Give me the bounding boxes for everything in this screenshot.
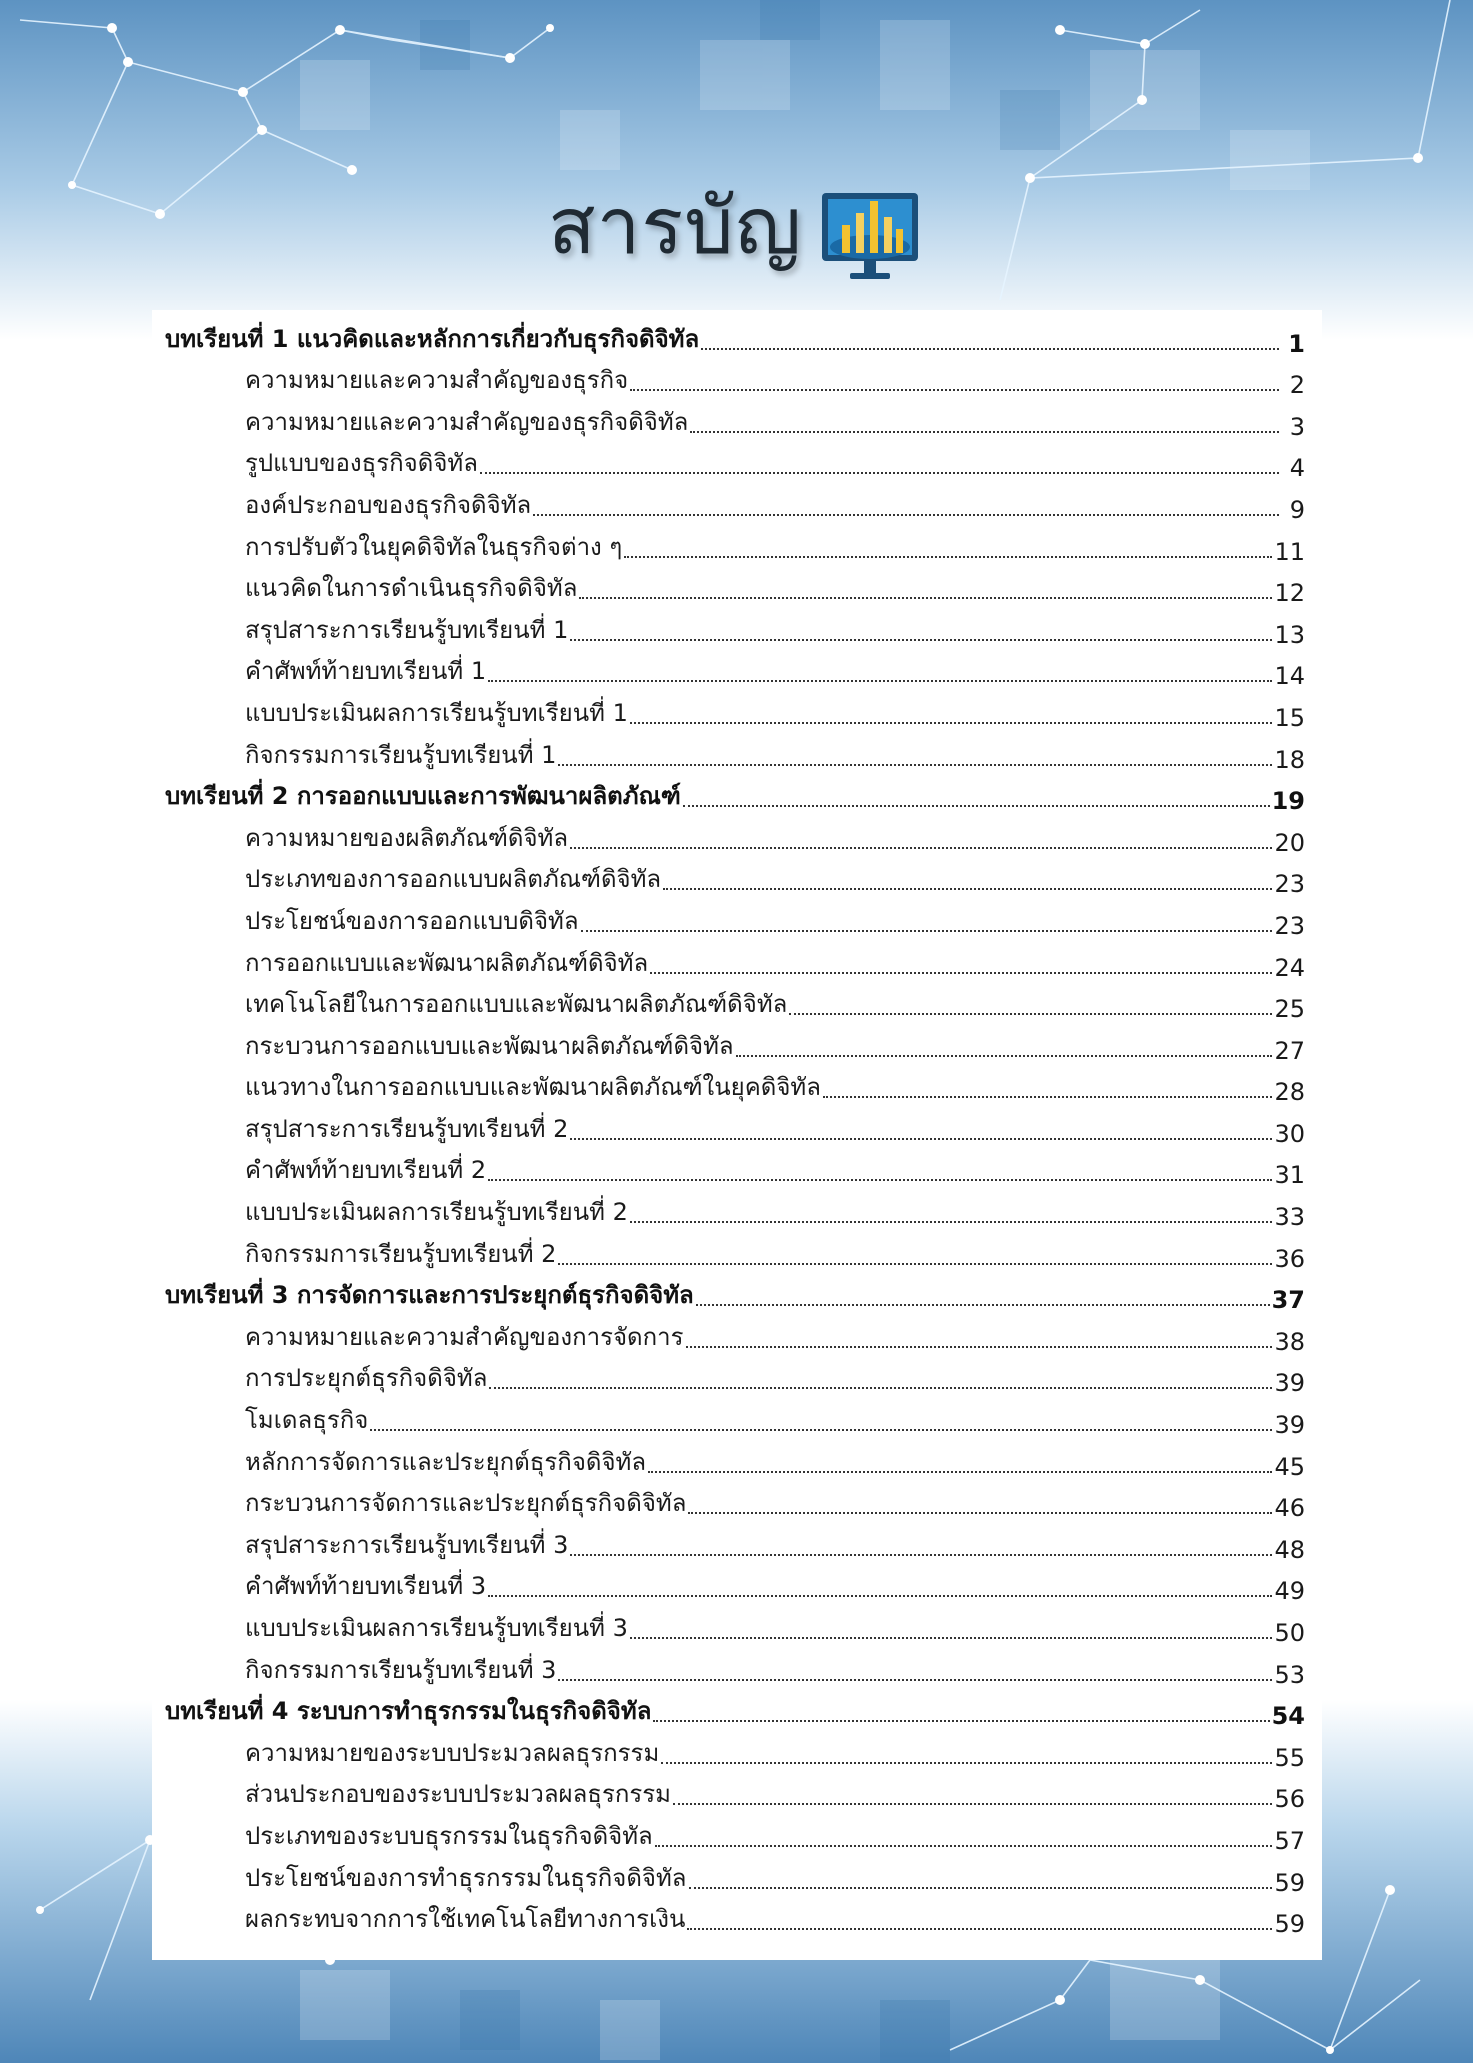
toc-page-number: 3 xyxy=(1289,412,1305,441)
toc-leader-dots xyxy=(648,1470,1272,1473)
toc-item-row[interactable] xyxy=(165,1813,1305,1855)
toc-item-row[interactable] xyxy=(165,1647,1305,1689)
toc-item-row[interactable] xyxy=(165,358,1305,400)
toc-page-number: 59 xyxy=(1274,1868,1305,1897)
toc-item-label: การประยุกต์ธุรกิจดิจิทัล xyxy=(245,1364,488,1393)
toc-leader-dots xyxy=(690,430,1279,433)
toc-item-label: ประโยชน์ของการทำธุรกรรมในธุรกิจดิจิทัล xyxy=(245,1863,687,1892)
toc-leader-dots xyxy=(630,388,1279,391)
toc-leader-dots xyxy=(624,555,1272,558)
toc-leader-dots xyxy=(736,1054,1273,1057)
toc-item-label: คำศัพท์ท้ายบทเรียนที่ 3 xyxy=(245,1572,487,1601)
toc-leader-dots xyxy=(570,846,1272,849)
toc-item-label: กิจกรรมการเรียนรู้บทเรียนที่ 1 xyxy=(245,740,557,769)
toc-item-row[interactable] xyxy=(165,1772,1305,1814)
toc-page-number: 56 xyxy=(1274,1785,1305,1814)
toc-leader-dots xyxy=(480,471,1279,474)
toc-leader-dots xyxy=(558,763,1272,766)
toc-leader-dots xyxy=(661,1761,1272,1764)
page-title: สารบัญ xyxy=(548,182,803,272)
toc-page-number: 11 xyxy=(1274,537,1305,566)
toc-page-number: 33 xyxy=(1274,1203,1305,1232)
toc-page-number: 12 xyxy=(1274,579,1305,608)
toc-item-label: เทคโนโลยีในการออกแบบและพัฒนาผลิตภัณฑ์ดิจิทัล xyxy=(245,990,788,1019)
toc-leader-dots xyxy=(686,1345,1273,1348)
toc-item-label: แนวคิดในการดำเนินธุรกิจดิจิทัล xyxy=(245,574,578,603)
toc-item-row[interactable] xyxy=(165,441,1305,483)
toc-item-row[interactable] xyxy=(165,1065,1305,1107)
toc-page-number: 38 xyxy=(1274,1327,1305,1356)
toc-item-row[interactable] xyxy=(165,690,1305,732)
toc-page-number: 1 xyxy=(1288,329,1305,358)
toc-page-number: 39 xyxy=(1274,1369,1305,1398)
toc-page-number: 49 xyxy=(1274,1577,1305,1606)
toc-leader-dots xyxy=(630,1636,1273,1639)
toc-leader-dots xyxy=(689,1886,1273,1889)
toc-item-label: ประโยชน์ของการออกแบบดิจิทัล xyxy=(245,906,579,935)
toc-chapter-label: บทเรียนที่ 4 ระบบการทำธุรกรรมในธุรกิจดิจิทัล xyxy=(165,1697,652,1726)
toc-leader-dots xyxy=(579,596,1272,599)
toc-leader-dots xyxy=(581,929,1273,932)
toc-item-row[interactable] xyxy=(165,607,1305,649)
toc-item-row[interactable] xyxy=(165,732,1305,774)
toc-item-row[interactable] xyxy=(165,857,1305,899)
toc-item-row[interactable] xyxy=(165,524,1305,566)
toc-chapter-label: บทเรียนที่ 1 แนวคิดและหลักการเกี่ยวกับธุรกิจดิจิทัล xyxy=(165,324,700,353)
monitor-chart-icon xyxy=(818,187,922,283)
toc-page-number: 23 xyxy=(1274,870,1305,899)
toc-item-label: กิจกรรมการเรียนรู้บทเรียนที่ 3 xyxy=(245,1655,557,1684)
toc-item-label: สรุปสาระการเรียนรู้บทเรียนที่ 1 xyxy=(245,615,569,644)
toc-page-number: 31 xyxy=(1274,1161,1305,1190)
toc-item-row[interactable] xyxy=(165,1605,1305,1647)
toc-item-row[interactable] xyxy=(165,1106,1305,1148)
toc-item-row[interactable] xyxy=(165,1897,1305,1939)
toc-page-number: 14 xyxy=(1274,662,1305,691)
toc-page-number: 53 xyxy=(1274,1660,1305,1689)
toc-leader-dots xyxy=(630,1220,1273,1223)
toc-item-label: ผลกระทบจากการใช้เทคโนโลยีทางการเงิน xyxy=(245,1905,686,1934)
toc-item-row[interactable] xyxy=(165,1522,1305,1564)
toc-item-row[interactable] xyxy=(165,482,1305,524)
toc-leader-dots xyxy=(789,1012,1272,1015)
toc-page-number: 36 xyxy=(1274,1244,1305,1273)
toc-item-row[interactable] xyxy=(165,1314,1305,1356)
toc-item-label: ประเภทของการออกแบบผลิตภัณฑ์ดิจิทัล xyxy=(245,865,662,894)
toc-item-label: ความหมายของผลิตภัณฑ์ดิจิทัล xyxy=(245,823,569,852)
toc-page-number: 45 xyxy=(1274,1452,1305,1481)
toc-item-label: แบบประเมินผลการเรียนรู้บทเรียนที่ 1 xyxy=(245,698,628,727)
toc-leader-dots xyxy=(488,1178,1272,1181)
toc-item-row[interactable] xyxy=(165,1231,1305,1273)
toc-page-number: 23 xyxy=(1274,911,1305,940)
toc-item-row[interactable] xyxy=(165,1564,1305,1606)
toc-item-label: ความหมายและความสำคัญของการจัดการ xyxy=(245,1322,684,1351)
toc-page-number: 54 xyxy=(1271,1702,1305,1731)
toc-item-row[interactable] xyxy=(165,1148,1305,1190)
toc-item-row[interactable] xyxy=(165,940,1305,982)
toc-item-label: หลักการจัดการและประยุกต์ธุรกิจดิจิทัล xyxy=(245,1447,647,1476)
toc-item-row[interactable] xyxy=(165,1356,1305,1398)
toc-item-label: โมเดลธุรกิจ xyxy=(245,1406,369,1435)
toc-page-number: 18 xyxy=(1274,745,1305,774)
toc-item-row[interactable] xyxy=(165,815,1305,857)
toc-page-number: 19 xyxy=(1271,787,1305,816)
toc-leader-dots xyxy=(653,1719,1269,1722)
toc-item-label: ประเภทของระบบธุรกรรมในธุรกิจดิจิทัล xyxy=(245,1821,653,1850)
toc-page-number: 27 xyxy=(1274,1036,1305,1065)
toc-item-label: การออกแบบและพัฒนาผลิตภัณฑ์ดิจิทัล xyxy=(245,948,649,977)
toc-leader-dots xyxy=(488,1594,1272,1597)
toc-item-label: กระบวนการจัดการและประยุกต์ธุรกิจดิจิทัล xyxy=(245,1489,687,1518)
toc-leader-dots xyxy=(696,1303,1270,1306)
toc-page-number: 48 xyxy=(1274,1535,1305,1564)
toc-item-row[interactable] xyxy=(165,399,1305,441)
toc-leader-dots xyxy=(688,1511,1272,1514)
toc-page-number: 2 xyxy=(1289,371,1305,400)
toc-item-label: กิจกรรมการเรียนรู้บทเรียนที่ 2 xyxy=(245,1239,557,1268)
toc-page-number: 46 xyxy=(1274,1494,1305,1523)
toc-item-label: ส่วนประกอบของระบบประมวลผลธุรกรรม xyxy=(245,1780,671,1809)
toc-leader-dots xyxy=(663,887,1272,890)
toc-item-label: คำศัพท์ท้ายบทเรียนที่ 2 xyxy=(245,1156,487,1185)
toc-item-label: แบบประเมินผลการเรียนรู้บทเรียนที่ 2 xyxy=(245,1198,628,1227)
toc-item-row[interactable] xyxy=(165,1439,1305,1481)
toc-item-label: ความหมายและความสำคัญของธุรกิจ xyxy=(245,366,629,395)
toc-leader-dots xyxy=(673,1802,1272,1805)
toc-leader-dots xyxy=(558,1262,1272,1265)
toc-item-row[interactable] xyxy=(165,1730,1305,1772)
toc-chapter-row[interactable] xyxy=(165,1689,1305,1731)
toc-item-label: คำศัพท์ท้ายบทเรียนที่ 1 xyxy=(245,657,487,686)
toc-page-number: 15 xyxy=(1274,703,1305,732)
header xyxy=(0,170,1473,290)
toc-leader-dots xyxy=(823,1095,1273,1098)
toc-page-number: 57 xyxy=(1274,1826,1305,1855)
toc-item-label: กระบวนการออกแบบและพัฒนาผลิตภัณฑ์ดิจิทัล xyxy=(245,1031,734,1060)
toc-leader-dots xyxy=(570,1137,1272,1140)
table-of-contents xyxy=(165,316,1305,1938)
toc-leader-dots xyxy=(687,1927,1272,1930)
toc-chapter-row[interactable] xyxy=(165,316,1305,358)
toc-item-label: รูปแบบของธุรกิจดิจิทัล xyxy=(245,449,478,478)
toc-page-number: 39 xyxy=(1274,1411,1305,1440)
toc-item-label: สรุปสาระการเรียนรู้บทเรียนที่ 2 xyxy=(245,1114,569,1143)
toc-chapter-label: บทเรียนที่ 2 การออกแบบและการพัฒนาผลิตภัณฑ์ xyxy=(165,782,681,811)
toc-item-label: ความหมายและความสำคัญของธุรกิจดิจิทัล xyxy=(245,407,689,436)
toc-leader-dots xyxy=(558,1678,1272,1681)
toc-page-number: 50 xyxy=(1274,1619,1305,1647)
toc-leader-dots xyxy=(570,638,1272,641)
toc-chapter-row[interactable] xyxy=(165,774,1305,816)
toc-item-label: แนวทางในการออกแบบและพัฒนาผลิตภัณฑ์ในยุคดิจิทัล xyxy=(245,1073,821,1102)
toc-item-row[interactable] xyxy=(165,1023,1305,1065)
toc-leader-dots xyxy=(630,721,1273,724)
toc-page-number: 13 xyxy=(1274,620,1305,649)
toc-item-label: การปรับตัวในยุคดิจิทัลในธุรกิจต่าง ๆ xyxy=(245,532,623,561)
toc-page-number: 28 xyxy=(1274,1078,1305,1107)
toc-item-row[interactable] xyxy=(165,982,1305,1024)
toc-item-row[interactable] xyxy=(165,1481,1305,1523)
toc-page-number: 25 xyxy=(1274,995,1305,1024)
toc-item-label: สรุปสาระการเรียนรู้บทเรียนที่ 3 xyxy=(245,1530,569,1559)
toc-leader-dots xyxy=(655,1844,1273,1847)
toc-item-row[interactable] xyxy=(165,1397,1305,1439)
toc-item-row[interactable] xyxy=(165,1855,1305,1897)
toc-page-number: 55 xyxy=(1274,1743,1305,1772)
toc-leader-dots xyxy=(570,1553,1272,1556)
toc-item-row[interactable] xyxy=(165,1189,1305,1231)
toc-item-row[interactable] xyxy=(165,649,1305,691)
toc-leader-dots xyxy=(650,971,1272,974)
toc-item-label: แบบประเมินผลการเรียนรู้บทเรียนที่ 3 xyxy=(245,1614,628,1642)
toc-chapter-label: บทเรียนที่ 3 การจัดการและการประยุกต์ธุรกิจดิจิทัล xyxy=(165,1281,694,1310)
toc-leader-dots xyxy=(370,1428,1272,1431)
toc-page-number: 37 xyxy=(1271,1286,1305,1315)
toc-leader-dots xyxy=(683,804,1270,807)
toc-page-number: 20 xyxy=(1274,828,1305,857)
toc-page-number: 59 xyxy=(1274,1910,1305,1939)
toc-leader-dots xyxy=(533,513,1279,516)
toc-page-number: 9 xyxy=(1289,495,1305,524)
toc-item-row[interactable] xyxy=(165,566,1305,608)
toc-item-label: ความหมายของระบบประมวลผลธุรกรรม xyxy=(245,1738,660,1767)
toc-leader-dots xyxy=(488,679,1272,682)
toc-page-number: 4 xyxy=(1289,454,1305,483)
toc-leader-dots xyxy=(701,347,1279,350)
toc-item-row[interactable] xyxy=(165,898,1305,940)
toc-leader-dots xyxy=(489,1386,1272,1389)
toc-chapter-row[interactable] xyxy=(165,1273,1305,1315)
toc-page-number: 24 xyxy=(1274,953,1305,982)
toc-page-number: 30 xyxy=(1274,1119,1305,1148)
toc-item-label: องค์ประกอบของธุรกิจดิจิทัล xyxy=(245,490,532,519)
